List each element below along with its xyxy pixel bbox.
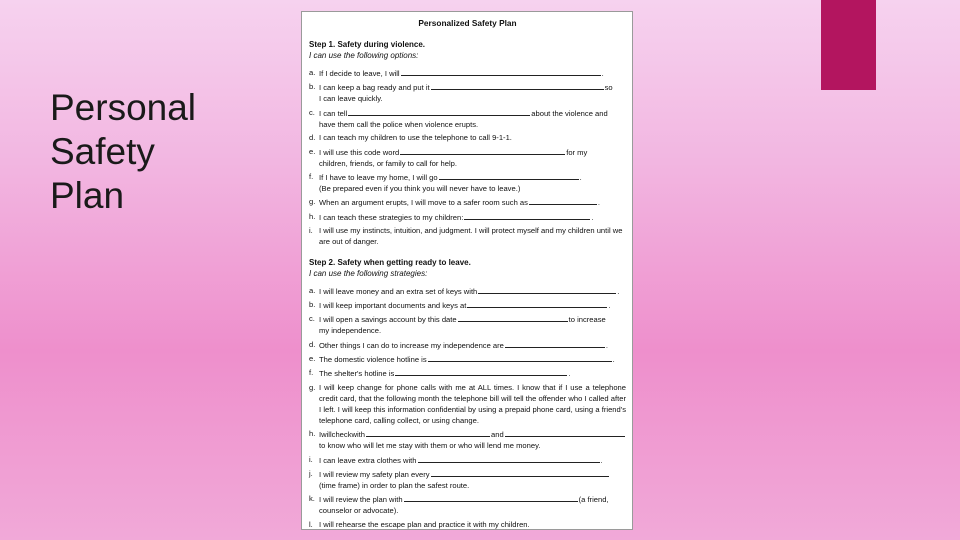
item-text: I can teach these strategies to my children: [319,212,464,222]
item-letter: c. [309,107,315,117]
item-text: If I decide to leave, I will [319,69,400,78]
item-text: so [604,83,613,93]
item-letter: b. [309,299,316,309]
fill-blank[interactable] [366,428,490,437]
item-letter: h. [309,211,316,221]
item-text: . [597,198,601,208]
list-item [309,313,626,336]
fill-blank[interactable] [431,81,604,90]
item-text: When an argument erupts, I will move to a safer room such as [319,198,528,208]
item-text: If I have to leave my home, I will go [319,172,438,182]
item-text: about the violence and [531,108,608,118]
item-letter: l. [309,519,313,529]
fill-blank[interactable] [505,428,625,437]
item-text: Other things I can do to increase my independence are [319,340,504,350]
fill-blank[interactable] [505,339,605,348]
item-text: I can leave extra clothes with [319,455,417,465]
item-letter: g. [309,382,316,392]
step1-intro: I can use the following options: [309,51,419,60]
item-text: my independence. [319,326,382,336]
list-item [309,225,626,247]
fill-blank[interactable] [395,367,567,376]
item-letter: g. [309,197,316,207]
item-letter: k. [309,494,315,504]
list-item [309,428,626,451]
fill-blank[interactable] [467,299,607,308]
item-text: and [491,430,504,440]
item-letter: a. [309,285,316,295]
list-item [309,519,626,530]
item-text: . [591,212,594,222]
document-title: Personalized Safety Plan [418,18,517,28]
list-item [309,211,626,223]
list-item [309,67,626,79]
item-text: The shelter's hotline is [319,369,395,379]
item-text: I will leave money and an extra set of keys with [319,286,478,296]
step1-heading: Step 1. Safety during violence. [309,40,426,49]
fill-blank[interactable] [348,107,530,116]
item-text: . [600,455,603,465]
item-text: I will use this code word [319,147,400,157]
list-item [309,299,626,311]
item-text: . [612,355,615,365]
fill-blank[interactable] [428,353,612,362]
list-item [309,81,626,104]
fill-blank[interactable] [431,468,609,477]
slide-title-line: Personal [50,87,197,128]
step2-intro: I can use the following strategies: [309,268,428,278]
item-text: The domestic violence hotline is [319,355,427,365]
item-text: have them call the police when violence erupts. [319,119,479,129]
item-text: I will review the plan with [319,495,403,505]
item-letter: f. [309,368,314,378]
item-letter: e. [309,354,316,364]
fill-blank[interactable] [464,211,590,220]
list-item [309,382,626,426]
step2-heading: Step 2. Safety when getting ready to leave. [309,257,471,267]
fill-blank[interactable] [400,146,565,155]
item-text: children, friends, or family to call for help. [319,158,458,168]
item-text: I can teach my children to use the telephone to call 9-1-1. [319,133,512,143]
item-text: (time frame) in order to plan the safest route. [319,481,470,491]
slide-title-line: Safety [50,131,155,172]
item-text: . [608,300,611,310]
item-text: . [579,172,582,182]
item-letter: i. [309,226,313,236]
item-letter: b. [309,82,316,92]
item-text: I can keep a bag ready and put it [319,83,430,93]
item-letter: d. [309,133,316,143]
item-text: I will keep change for phone calls with me at ALL times. I know that if I use a telephone credit card, that the following month the telephone bill will tell the offender who I called after I left. I will keep this information confidential by using a prepaid phone card, using a friend's telephone card, calling collect, or using change. [319,382,626,425]
item-text: I will keep important documents and keys at [319,300,467,310]
item-letter: a. [309,68,316,77]
safety-plan-document [301,11,633,530]
list-item [309,468,626,491]
item-text: I can tell [319,108,348,118]
list-item [309,285,626,297]
list-item [309,171,626,194]
list-item [309,454,626,466]
accent-block [821,0,876,90]
item-letter: e. [309,146,316,156]
item-letter: j. [309,469,313,479]
list-item [309,339,626,351]
item-letter: c. [309,314,315,324]
item-text: (a friend, [578,495,609,505]
fill-blank[interactable] [529,196,597,205]
slide-title-line: Plan [50,175,125,216]
item-text: I will rehearse the escape plan and practice it with my children. [319,519,530,529]
fill-blank[interactable] [458,313,568,322]
item-text: to know who will let me stay with them or who will lend me money. [319,441,541,451]
item-text: I will use my instincts, intuition, and judgment. I will protect myself and my children until we are out of danger. [319,226,623,247]
list-item [309,196,626,208]
item-text: I will open a savings account by this date [319,315,457,325]
list-item [309,367,626,379]
list-item [309,107,626,130]
fill-blank[interactable] [439,171,579,180]
item-text: I will review my safety plan every [319,470,430,480]
item-letter: i. [309,454,313,464]
fill-blank[interactable] [401,67,601,76]
list-item [309,353,626,365]
item-letter: d. [309,339,316,349]
fill-blank[interactable] [418,454,600,463]
item-text: counselor or advocate). [319,506,399,516]
item-text: . [617,286,620,296]
item-text: to increase [568,315,606,325]
list-item [309,493,626,516]
item-text: for my [566,147,588,157]
list-item [309,132,626,143]
fill-blank[interactable] [404,493,578,502]
item-text: (Be prepared even if you think you will never have to leave.) [319,183,521,193]
item-letter: h. [309,429,316,439]
item-text: . [601,69,604,78]
item-text: I can leave quickly. [319,94,383,104]
fill-blank[interactable] [478,285,616,294]
slide-title [50,86,196,218]
item-letter: f. [309,171,314,181]
item-text: . [568,369,571,379]
item-text: Iwillcheckwith [319,430,365,440]
list-item [309,146,626,169]
item-text: . [605,340,609,350]
